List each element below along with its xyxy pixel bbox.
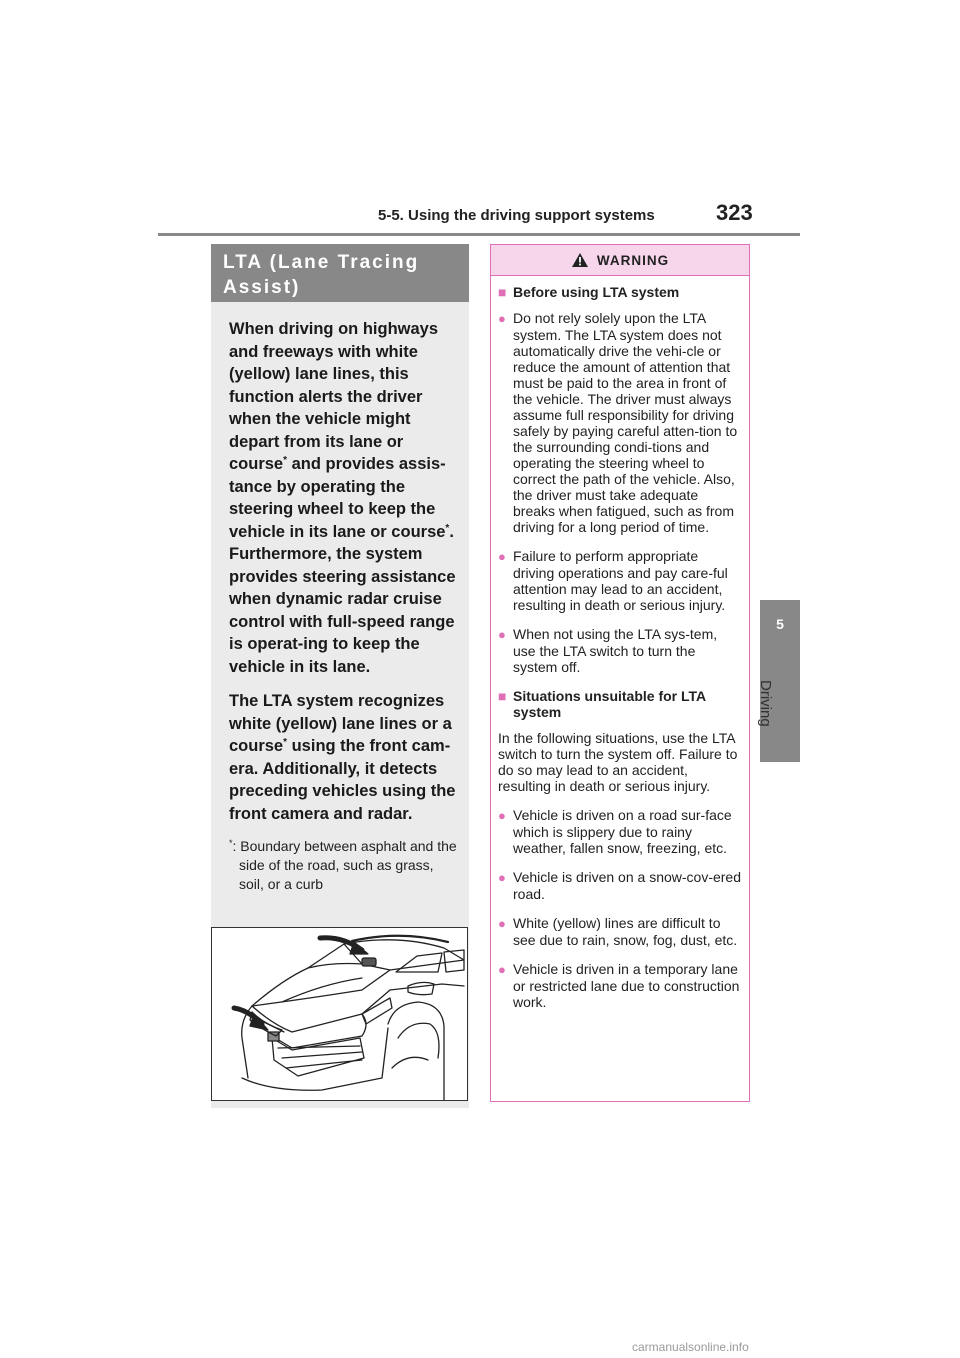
page-number: 323: [716, 200, 753, 225]
vehicle-camera-illustration: [211, 927, 468, 1101]
bullet-icon: ●: [498, 870, 506, 885]
warning-bullet: ● White (yellow) lines are difficult to see due to rain, snow, fog, dust, etc.: [498, 915, 738, 948]
warning-bullet: ● Failure to perform appropriate driving operations and pay care-ful attention may lead to an accident, resulting in death or serious injury.: [498, 548, 728, 613]
warning-bullet: ● Vehicle is driven on a road sur-face which is slippery due to rainy weather, fallen snow, freezing, etc.: [498, 807, 732, 856]
warning-heading-before-use: ■ Before using LTA system: [498, 284, 680, 300]
warning-bullet: ● Vehicle is driven in a temporary lane or restricted lane due to construction work.: [498, 961, 740, 1010]
square-bullet-icon: ■: [498, 688, 507, 704]
watermark: carmanualsonline.info: [632, 1340, 749, 1354]
chapter-number: 5: [776, 616, 784, 632]
warning-bullet: ● Do not rely solely upon the LTA system. The LTA system does not automatically drive the vehi-cle or reduce the amount of attention that must be paid to the area in front of the vehicle. The driver must always assume full responsibility for driving safely by paying careful atten-tion to the surrounding condi-tions and operating the steering wheel to correct the path of the vehicle. Also, the driver must take adequate breaks when fatigued, such as from driving for a long period of time.: [498, 310, 738, 535]
footnote: *: Boundary between asphalt and the side of the road, such as grass, soil, or a curb: [229, 838, 457, 892]
header-divider: [158, 233, 800, 236]
lta-heading: LTA (Lane Tracing Assist): [211, 244, 469, 302]
warning-heading-unsuitable: ■ Situations unsuitable for LTA system: [498, 688, 706, 720]
bullet-icon: ●: [498, 962, 506, 977]
bullet-icon: ●: [498, 549, 506, 564]
section-title: 5-5. Using the driving support systems: [378, 207, 655, 224]
square-bullet-icon: ■: [498, 284, 507, 300]
warning-title: WARNING: [596, 252, 670, 268]
bullet-icon: ●: [498, 808, 506, 823]
chapter-label: Driving: [757, 680, 774, 727]
warning-box: [490, 244, 750, 1102]
bullet-icon: ●: [498, 916, 506, 931]
lta-intro-paragraph: When driving on highways and freeways with white (yellow) lane lines, this function alerts the driver when the vehicle might depart from its lane or course* and provides assis-tance by operating the steering wheel to keep the vehicle in its lane or course*. Furthermore, the system provides steering assistance when dynamic radar cruise control with full-speed range is operat-ing to keep the vehicle in its lane.: [229, 320, 456, 676]
warning-triangle-icon: [571, 252, 589, 268]
bullet-icon: ●: [498, 311, 506, 326]
warning-paragraph: In the following situations, use the LTA switch to turn the system off. Failure to do so may lead to an accident, resulting in death or serious injury.: [498, 730, 738, 794]
warning-bullet: ● Vehicle is driven on a snow-cov-ered road.: [498, 869, 742, 902]
warning-header: [491, 245, 749, 276]
lta-recognition-paragraph: The LTA system recognizes white (yellow) lane lines or a course* using the front cam-era. Additionally, it detects preceding vehicles using the front camera and radar.: [229, 692, 456, 823]
bullet-icon: ●: [498, 627, 506, 642]
warning-bullet: ● When not using the LTA sys-tem, use the LTA switch to turn the system off.: [498, 626, 718, 675]
